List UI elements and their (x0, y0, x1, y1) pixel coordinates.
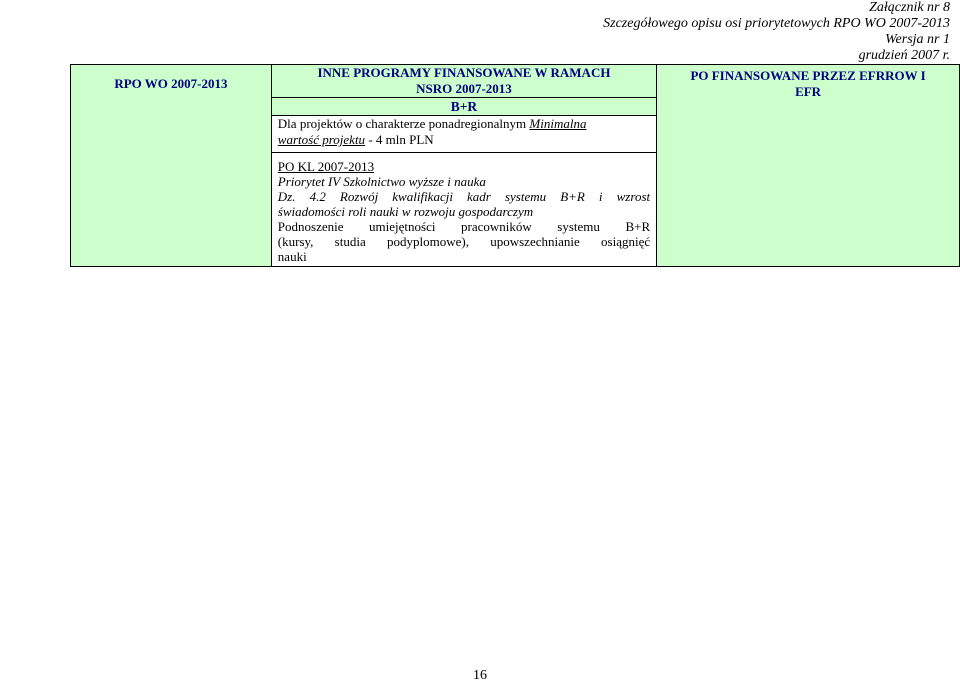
measure-line2: świadomości roli nauki w rozwoju gospodarczym (277, 204, 534, 219)
comparison-table (70, 64, 960, 267)
body-line1: Podnoszenie umiejętności pracowników systemu B+R (277, 219, 651, 234)
attachment-number: Załącznik nr 8 (869, 0, 950, 15)
rpo-header-text: RPO WO 2007-2013 (114, 76, 228, 91)
description-suffix: - 4 mln PLN (365, 132, 434, 147)
document-header (603, 0, 950, 64)
page-number: 16 (473, 668, 487, 683)
section-title: B+R (272, 97, 656, 115)
other-programs-header-line2: NSRO 2007-2013 (416, 81, 512, 96)
other-programs-column-header (271, 65, 656, 153)
efrrow-header-line2: EFR (795, 84, 822, 99)
project-value-link[interactable]: wartość projektu (277, 132, 366, 147)
document-date: grudzień 2007 r. (858, 48, 950, 63)
document-reference: Szczegółowego opisu osi priorytetowych RPO WO 2007-2013 (603, 16, 950, 31)
other-programs-header-line1: INNE PROGRAMY FINANSOWANE W RAMACH (317, 65, 611, 80)
body-line2: (kursy, studia podyplomowe), upowszechnianie osiągnięć (277, 234, 651, 249)
project-description (272, 115, 656, 152)
efrrow-header-line1: PO FINANSOWANE PRZEZ EFRROW I (690, 68, 926, 83)
description-prefix: Dla projektów o charakterze ponadregionalnym (277, 116, 530, 131)
program-details (271, 153, 656, 267)
priority-label: Priorytet IV Szkolnictwo wyższe i nauka (277, 174, 486, 189)
body-line3: nauki (277, 249, 307, 264)
minimum-value-link[interactable]: Minimalna (529, 116, 587, 131)
program-title: PO KL 2007-2013 (277, 159, 375, 174)
version-label: Wersja nr 1 (885, 32, 950, 47)
measure-line1: Dz. 4.2 Rozwój kwalifikacji kadr systemu B+R i wzrost (277, 189, 651, 204)
rpo-column-header (71, 65, 272, 267)
efrrow-column-header (657, 65, 960, 267)
table-header-row (71, 65, 960, 153)
